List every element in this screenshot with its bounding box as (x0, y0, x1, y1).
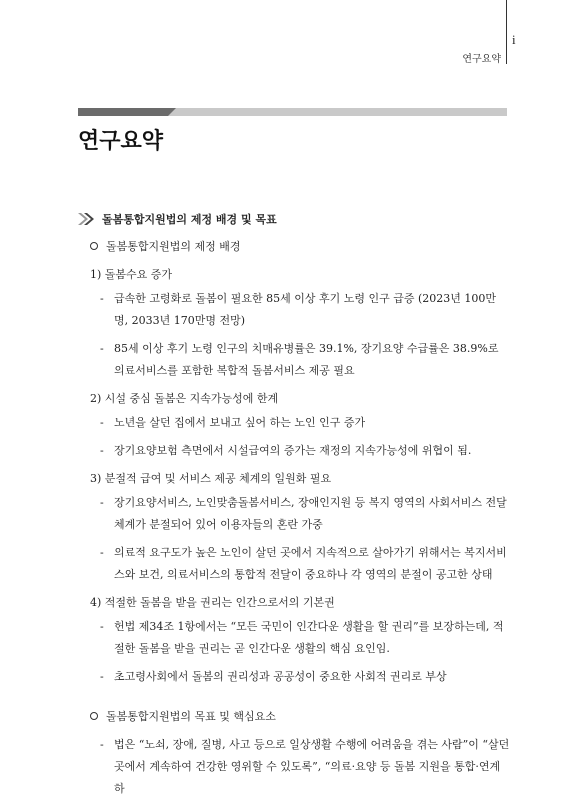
page-number: i (512, 32, 516, 47)
circle-bullet-text: 돌봄통합지원법의 제정 배경 (106, 240, 241, 253)
circle-bullet-icon (90, 712, 98, 720)
dash-list-item (100, 542, 510, 586)
section-heading (78, 208, 510, 230)
dash-list-item (100, 288, 510, 332)
circle-bullet-text: 돌봄통합지원법의 목표 및 핵심요소 (106, 710, 276, 723)
title-rule-accent (78, 108, 168, 116)
numbered-subheading: 2) 시설 중심 돌봄은 지속가능성에 한계 (90, 392, 279, 405)
dash-marker: - (100, 620, 104, 633)
dash-list-item (100, 666, 510, 688)
page-title: 연구요약 (78, 129, 164, 154)
dash-marker: - (100, 738, 104, 751)
dash-list-item (100, 338, 510, 382)
dash-marker: - (100, 292, 104, 305)
circle-bullet-item (90, 706, 510, 726)
dash-list-item (100, 616, 510, 660)
block-list (78, 236, 510, 800)
section-heading-text: 돌봄통합지원법의 제정 배경 및 목표 (102, 213, 277, 226)
dash-list-text: 헌법 제34조 1항에서는 “모든 국민이 인간다운 생활을 할 권리”를 보장하는데, 적절한 돌봄을 받을 권리는 곧 인간다운 생활의 핵심 요인임. (114, 620, 504, 655)
dash-list-text: 노년을 살던 집에서 보내고 싶어 하는 노인 인구 증가 (114, 416, 366, 429)
dash-marker: - (100, 342, 104, 355)
dash-list-text: 장기요양보험 측면에서 시설급여의 증가는 재정의 지속가능성에 위협이 됨. (114, 444, 472, 457)
dash-list-item (100, 440, 510, 462)
dash-marker: - (100, 670, 104, 683)
section-gap (78, 694, 510, 706)
circle-bullet-item (90, 236, 510, 256)
numbered-subheading: 1) 돌봄수요 증가 (90, 268, 173, 281)
dash-marker: - (100, 546, 104, 559)
dash-list-item (100, 492, 510, 536)
dash-list-item (100, 412, 510, 434)
dash-marker: - (100, 496, 104, 509)
circle-bullet-icon (90, 242, 98, 250)
dash-marker: - (100, 444, 104, 457)
dash-list-text: 급속한 고령화로 돌봄이 필요한 85세 이상 후기 노령 인구 급증 (2023년 100만명, 2033년 170만명 전망) (114, 292, 497, 327)
dash-list-text: 장기요양서비스, 노인맞춤돌봄서비스, 장애인지원 등 복지 영역의 사회서비스 전달체계가 분절되어 있어 이용자들의 혼란 가중 (114, 496, 507, 531)
numbered-subheading: 3) 분절적 급여 및 서비스 제공 체계의 일원화 필요 (90, 472, 332, 485)
header-divider (506, 0, 507, 64)
dash-list-text: 법은 “노쇠, 장애, 질병, 사고 등으로 일상생활 수행에 어려움을 겪는 사람”이 “살던 곳에서 계속하여 건강한 영위할 수 있도록”, “의료·요양 등 돌봄 지원을 통합·연계하 (114, 738, 510, 795)
dash-list-text: 초고령사회에서 돌봄의 권리성과 공공성이 중요한 사회적 권리로 부상 (114, 670, 447, 683)
dash-list-text: 85세 이상 후기 노령 인구의 치매유병률은 39.1%, 장기요양 수급률은 38.9%로 의료서비스를 포함한 복합적 돌봄서비스 제공 필요 (114, 342, 499, 377)
document-body (78, 208, 510, 806)
double-chevron-icon (78, 213, 94, 225)
dash-marker: - (100, 416, 104, 429)
running-title: 연구요약 (462, 54, 501, 65)
dash-list-item (100, 734, 510, 800)
numbered-subheading: 4) 적절한 돌봄을 받을 권리는 인간으로서의 기본권 (90, 596, 335, 609)
dash-list-text: 의료적 요구도가 높은 노인이 살던 곳에서 지속적으로 살아가기 위해서는 복지서비스와 보건, 의료서비스의 통합적 전달이 중요하나 각 영역의 분절이 공고한 상태 (114, 546, 507, 581)
